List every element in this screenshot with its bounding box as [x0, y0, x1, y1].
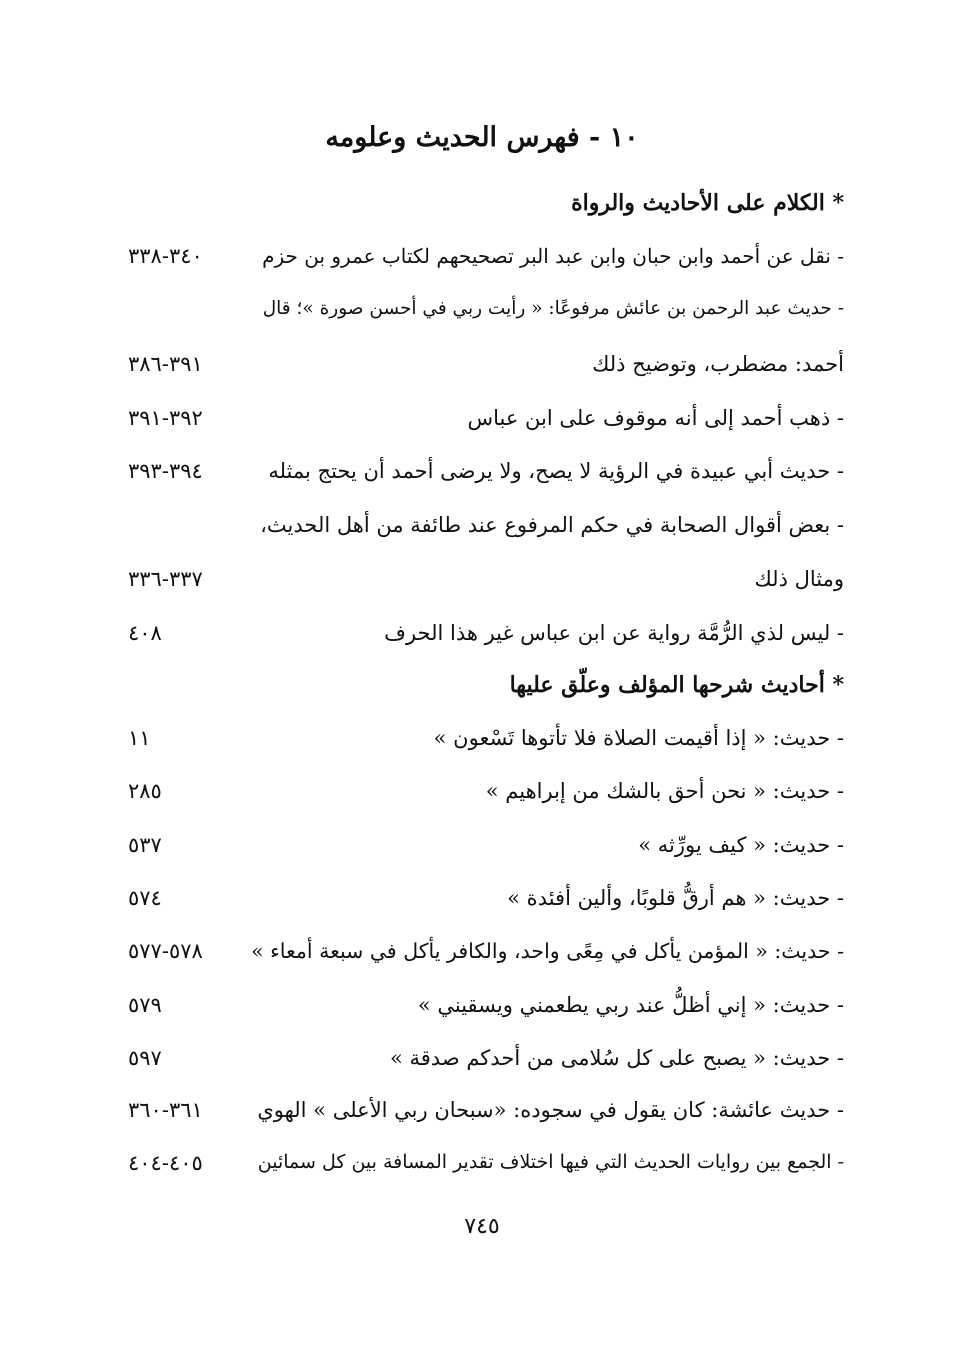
index-entry [0, 1147, 964, 1187]
entry-text: - حديث عبد الرحمن بن عائش مرفوعًا: « رأيت ربي في أحسن صورة »؛ قال [262, 298, 844, 319]
index-entry [0, 1094, 964, 1134]
index-entry [0, 617, 964, 657]
entry-page-range: ٣٩٤-٣٩٣ [128, 459, 203, 483]
entry-page-range: ٥٧٤ [128, 886, 162, 910]
section-heading-narrators [0, 186, 964, 226]
index-entry [0, 722, 964, 762]
index-entry [0, 455, 964, 495]
entry-text: - حديث: « المؤمن يأكل في مِعًى واحد، والكافر يأكل في سبعة أمعاء » [251, 939, 844, 963]
entry-page-range: ٣٦١-٣٦٠ [128, 1098, 203, 1122]
entry-page-range: ٣٩٢-٣٩١ [128, 406, 203, 430]
entry-text: - ذهب أحمد إلى أنه موقوف على ابن عباس [467, 406, 844, 430]
entry-text: - حديث: « يصبح على كل سُلامى من أحدكم صدقة » [389, 1046, 844, 1070]
index-entry [0, 402, 964, 442]
entry-page-range: ٥٧٩ [128, 993, 162, 1017]
page-title: ١٠ - فهرس الحديث وعلومه [325, 122, 639, 153]
index-entry-continuation [0, 563, 964, 603]
section-heading-hadiths [0, 668, 964, 708]
entry-page-range: ٣٤٠-٣٣٨ [128, 244, 203, 268]
index-entry [0, 935, 964, 975]
entry-text: - حديث: « كيف يورِّثه » [638, 833, 844, 857]
entry-page-range: ٣٩١-٣٨٦ [128, 352, 203, 376]
entry-page-range: ٤٠٥-٤٠٤ [128, 1151, 203, 1175]
entry-text: - نقل عن أحمد وابن حبان وابن عبد البر تصحيحهم لكتاب عمرو بن حزم [262, 244, 844, 268]
entry-text: - حديث: « إذا أقيمت الصلاة فلا تأتوها تَسْعون » [433, 726, 844, 750]
index-entry [0, 882, 964, 922]
entry-text: - بعض أقوال الصحابة في حكم المرفوع عند طائفة من أهل الحديث، [260, 513, 844, 537]
entry-text: - ليس لذي الرُّمَّة رواية عن ابن عباس غير هذا الحرف [384, 621, 844, 645]
index-entry-continuation [0, 348, 964, 388]
section-heading-text: * الكلام على الأحاديث والرواة [571, 190, 844, 216]
index-entry [0, 989, 964, 1029]
index-entry [0, 509, 964, 549]
entry-page-range: ٣٣٧-٣٣٦ [128, 567, 203, 591]
entry-page-range: ٥٣٧ [128, 833, 162, 857]
entry-page-range: ١١ [128, 726, 151, 750]
entry-text: - حديث عائشة: كان يقول في سجوده: «سبحان ربي الأعلى » الهوي [257, 1098, 844, 1122]
section-heading-text: * أحاديث شرحها المؤلف وعلّق عليها [509, 672, 844, 698]
entry-text: - حديث: « هم أرقُّ قلوبًا، وألين أفئدة » [507, 886, 844, 910]
entry-text: - حديث: « إني أظلُّ عند ربي يطعمني ويسقيني » [417, 993, 844, 1017]
entry-text: - الجمع بين روايات الحديث التي فيها اختلاف تقدير المسافة بين كل سمائين [257, 1151, 844, 1173]
entry-text: - حديث أبي عبيدة في الرؤية لا يصح، ولا يرضى أحمد أن يحتج بمثله [268, 459, 844, 483]
entry-text: - حديث: « نحن أحق بالشك من إبراهيم » [485, 779, 844, 803]
index-entry [0, 1042, 964, 1082]
entry-page-range: ٥٩٧ [128, 1046, 162, 1070]
index-entry [0, 775, 964, 815]
entry-page-range: ٥٧٨-٥٧٧ [128, 939, 203, 963]
index-entry [0, 294, 964, 334]
entry-page-range: ٤٠٨ [128, 621, 162, 645]
index-entry [0, 240, 964, 280]
entry-text: ومثال ذلك [754, 567, 844, 591]
index-entry [0, 829, 964, 869]
entry-text: أحمد: مضطرب، وتوضيح ذلك [592, 352, 844, 376]
page-number: ٧٤٥ [464, 1214, 500, 1239]
entry-page-range: ٢٨٥ [128, 779, 162, 803]
